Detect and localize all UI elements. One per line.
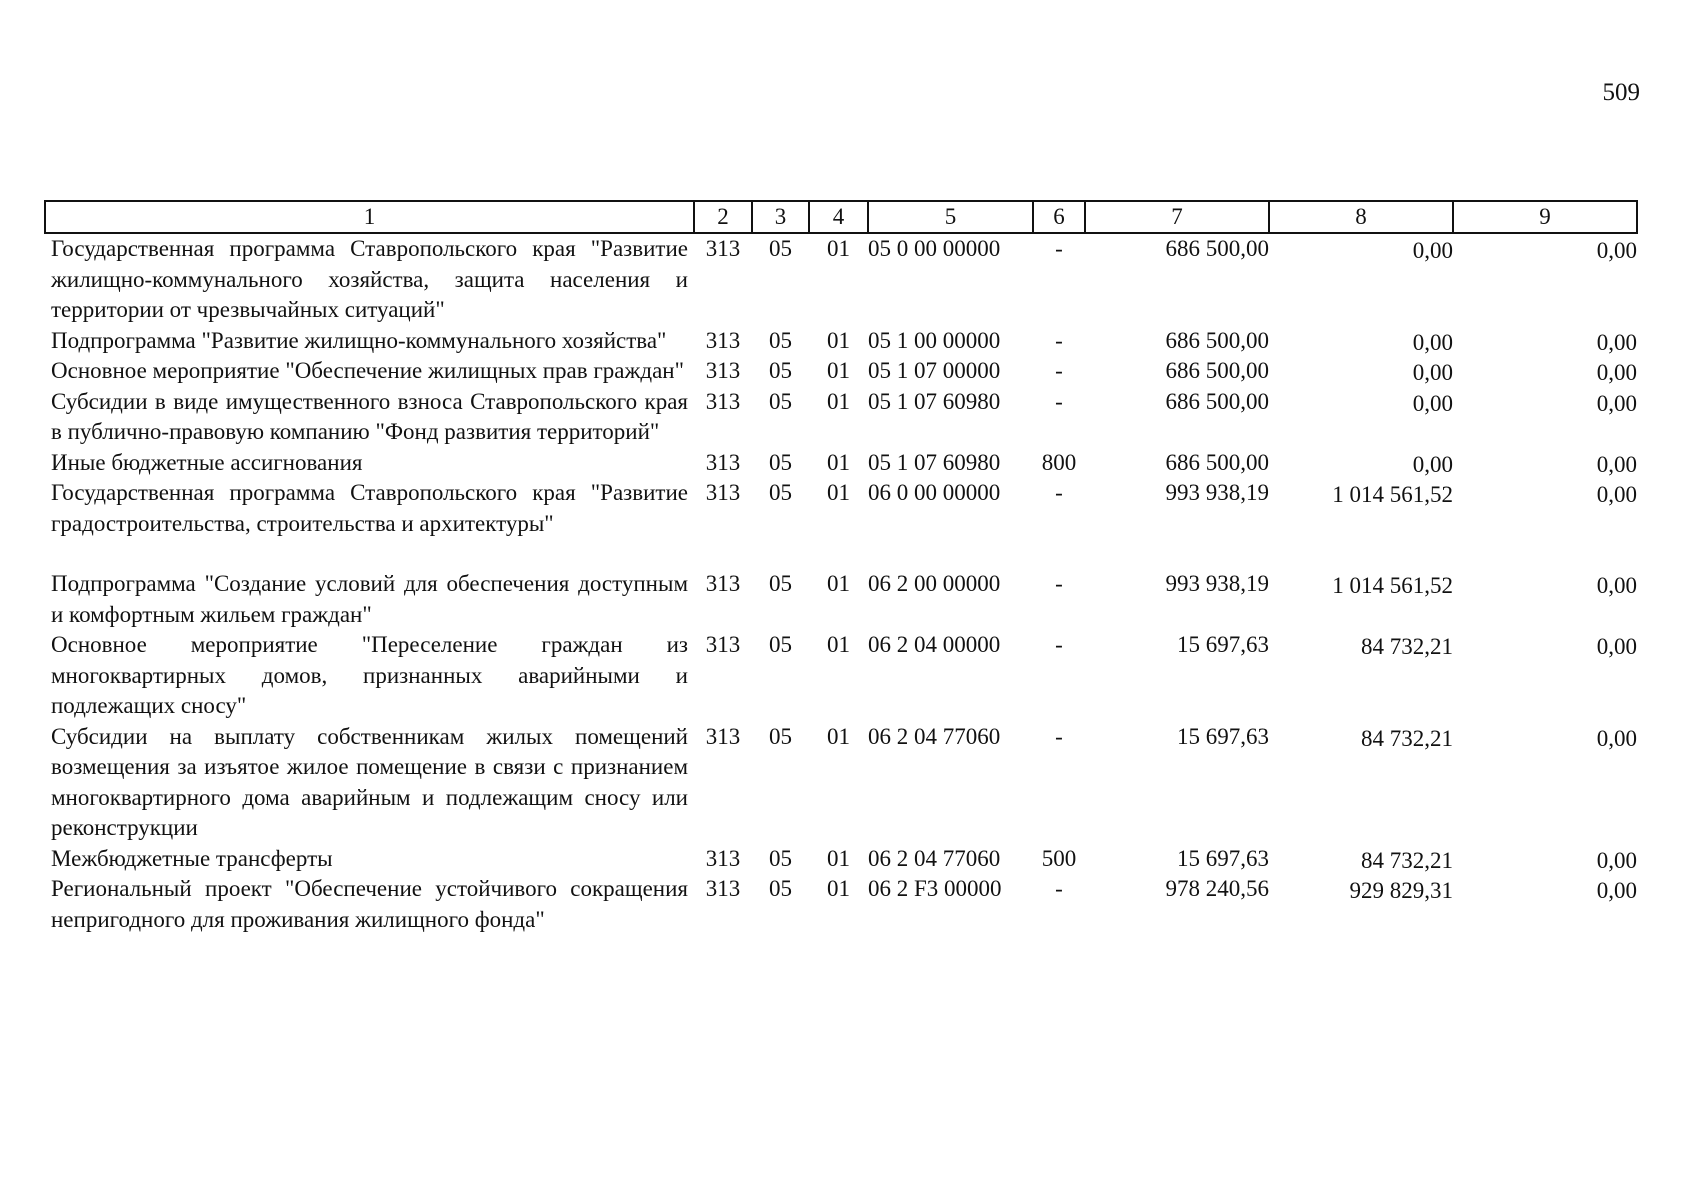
row-subsection: 01: [827, 236, 850, 261]
row-amount-col8: [1269, 387, 1453, 448]
table-row: [45, 722, 1637, 844]
row-amount-col7: 993 938,19: [1165, 571, 1269, 596]
row-subsection: 01: [827, 845, 850, 871]
row-amount-col7: 686 500,00: [1165, 327, 1269, 353]
row-grbs: 313: [705, 845, 741, 871]
table-row: [45, 844, 1637, 875]
row-grbs: 313: [705, 358, 741, 383]
row-grbs: 313: [705, 388, 741, 414]
row-name: Основное мероприятие "Обеспечение жилищных прав граждан": [51, 358, 684, 383]
row-amount-col9-value: 0,00: [1596, 725, 1637, 751]
row-amount-col8: [1269, 448, 1453, 479]
row-expense-type: -: [1055, 236, 1063, 261]
row-expense-type: -: [1055, 876, 1063, 901]
row-amount-col8-value: 929 829,31: [1349, 878, 1453, 903]
row-grbs: 313: [705, 632, 741, 657]
row-expense-type: 500: [1041, 845, 1077, 871]
row-amount-col7: 15 697,63: [1177, 632, 1269, 657]
row-amount-col9-value: 0,00: [1596, 451, 1637, 477]
row-amount-col9: [1453, 874, 1637, 935]
row-amount-col8-value: 0,00: [1412, 238, 1453, 263]
row-amount-col8: [1269, 478, 1453, 539]
row-grbs: 313: [705, 480, 741, 505]
header-col-6: 6: [1033, 201, 1085, 233]
row-amount-col8-value: 1 014 561,52: [1332, 573, 1453, 598]
row-section: 05: [769, 327, 792, 353]
row-amount-col8: [1269, 326, 1453, 357]
budget-table: [44, 200, 1638, 935]
header-col-8: 8: [1269, 201, 1453, 233]
row-amount-col9: [1453, 478, 1637, 539]
row-name: Субсидии на выплату собственникам жилых помещений возмещения за изъятое жилое помещение в связи с признанием многоквартирного дома аварийным и подлежащим сносу или реконструкции: [51, 723, 688, 840]
row-amount-col8-value: 0,00: [1412, 360, 1453, 385]
table-row: [45, 326, 1637, 357]
row-expense-type: -: [1055, 632, 1063, 657]
row-grbs: 313: [705, 327, 741, 353]
row-name: Государственная программа Ставропольского края "Развитие жилищно-коммунального хозяйства, защита населения и территории от чрезвычайных ситуаций": [51, 236, 688, 322]
row-section: 05: [769, 388, 792, 414]
row-amount-col7: 978 240,56: [1165, 876, 1269, 901]
row-subsection: 01: [827, 449, 850, 475]
row-amount-col8-value: 0,00: [1412, 451, 1453, 477]
row-amount-col7: 15 697,63: [1177, 845, 1269, 871]
row-amount-col8-value: 0,00: [1412, 390, 1453, 416]
row-amount-col7: 15 697,63: [1177, 723, 1269, 749]
table-row: [45, 874, 1637, 935]
row-target-article: 05 0 00 00000: [868, 236, 1001, 261]
row-amount-col8: [1269, 233, 1453, 326]
row-amount-col9-value: 0,00: [1596, 878, 1637, 903]
table-row: [45, 569, 1637, 630]
row-subsection: 01: [827, 571, 850, 596]
header-row: [45, 201, 1637, 233]
row-amount-col7: 993 938,19: [1165, 480, 1269, 505]
row-subsection: 01: [827, 480, 850, 505]
row-amount-col9-value: 0,00: [1596, 238, 1637, 263]
row-amount-col8-value: 1 014 561,52: [1332, 482, 1453, 507]
row-amount-col9-value: 0,00: [1596, 573, 1637, 598]
row-amount-col8-value: 84 732,21: [1361, 634, 1453, 659]
row-section: 05: [769, 571, 792, 596]
row-amount-col9: [1453, 233, 1637, 326]
table-row: [45, 356, 1637, 387]
row-section: 05: [769, 236, 792, 261]
row-subsection: 01: [827, 388, 850, 414]
row-amount-col9: [1453, 356, 1637, 387]
row-amount-col9: [1453, 844, 1637, 875]
row-expense-type: 800: [1041, 449, 1077, 475]
row-name: Государственная программа Ставропольского края "Развитие градостроительства, строительства и архитектуры": [51, 480, 688, 536]
row-amount-col7: 686 500,00: [1165, 236, 1269, 261]
row-amount-col8: [1269, 356, 1453, 387]
row-target-article: 05 1 07 60980: [868, 388, 1001, 414]
row-target-article: 06 2 04 77060: [868, 723, 1001, 749]
table-row: [45, 448, 1637, 479]
row-section: 05: [769, 480, 792, 505]
row-name: Иные бюджетные ассигнования: [51, 449, 363, 475]
row-amount-col8-value: 84 732,21: [1361, 725, 1453, 751]
header-col-3: 3: [752, 201, 809, 233]
row-amount-col7: 686 500,00: [1165, 388, 1269, 414]
row-name: Субсидии в виде имущественного взноса Ставропольского края в публично-правовую компанию "Фонд развития территорий": [51, 388, 688, 444]
table-row: [45, 478, 1637, 539]
header-col-9: 9: [1453, 201, 1637, 233]
row-target-article: 06 2 04 00000: [868, 632, 1001, 657]
row-name: Межбюджетные трансферты: [51, 845, 333, 871]
row-amount-col8: [1269, 569, 1453, 630]
table-row: [45, 233, 1637, 326]
row-target-article: 05 1 07 60980: [868, 449, 1001, 475]
row-amount-col9-value: 0,00: [1596, 847, 1637, 873]
row-grbs: 313: [705, 236, 741, 261]
row-amount-col8: [1269, 844, 1453, 875]
row-expense-type: -: [1055, 571, 1063, 596]
header-col-7: 7: [1085, 201, 1269, 233]
row-subsection: 01: [827, 632, 850, 657]
row-amount-col9-value: 0,00: [1596, 390, 1637, 416]
row-expense-type: -: [1055, 388, 1063, 414]
row-amount-col8: [1269, 874, 1453, 935]
page-number: 509: [1602, 79, 1640, 106]
row-amount-col8-value: 0,00: [1412, 329, 1453, 355]
row-target-article: 06 0 00 00000: [868, 480, 1001, 505]
row-expense-type: -: [1055, 358, 1063, 383]
row-grbs: 313: [705, 571, 741, 596]
row-amount-col8: [1269, 722, 1453, 844]
row-expense-type: -: [1055, 723, 1063, 749]
header-col-4: 4: [809, 201, 868, 233]
row-amount-col8-value: 84 732,21: [1361, 847, 1453, 873]
table-row: [45, 387, 1637, 448]
row-grbs: 313: [705, 723, 741, 749]
row-amount-col9: [1453, 722, 1637, 844]
row-target-article: 05 1 07 00000: [868, 358, 1001, 383]
header-col-2: 2: [694, 201, 752, 233]
row-name: Подпрограмма "Создание условий для обеспечения доступным и комфортным жильем граждан": [51, 571, 688, 627]
header-col-5: 5: [868, 201, 1033, 233]
row-amount-col8: [1269, 630, 1453, 722]
spacer-row: [45, 539, 1637, 569]
header-col-1: 1: [45, 201, 694, 233]
row-section: 05: [769, 876, 792, 901]
row-name: Региональный проект "Обеспечение устойчивого сокращения непригодного для проживания жилищного фонда": [51, 876, 688, 932]
row-section: 05: [769, 358, 792, 383]
row-amount-col7: 686 500,00: [1165, 449, 1269, 475]
row-expense-type: -: [1055, 480, 1063, 505]
row-amount-col9: [1453, 630, 1637, 722]
row-amount-col9: [1453, 326, 1637, 357]
row-section: 05: [769, 632, 792, 657]
row-amount-col9-value: 0,00: [1596, 360, 1637, 385]
row-section: 05: [769, 723, 792, 749]
row-section: 05: [769, 449, 792, 475]
row-subsection: 01: [827, 876, 850, 901]
row-expense-type: -: [1055, 327, 1063, 353]
row-amount-col7: 686 500,00: [1165, 358, 1269, 383]
row-subsection: 01: [827, 723, 850, 749]
row-name: Подпрограмма "Развитие жилищно-коммунального хозяйства": [51, 327, 667, 353]
table-body: [45, 233, 1637, 935]
row-amount-col9: [1453, 387, 1637, 448]
row-amount-col9: [1453, 569, 1637, 630]
row-target-article: 05 1 00 00000: [868, 327, 1001, 353]
row-subsection: 01: [827, 327, 850, 353]
row-target-article: 06 2 04 77060: [868, 845, 1001, 871]
table-header: [45, 201, 1637, 233]
row-amount-col9-value: 0,00: [1596, 329, 1637, 355]
row-section: 05: [769, 845, 792, 871]
row-amount-col9: [1453, 448, 1637, 479]
row-target-article: 06 2 00 00000: [868, 571, 1001, 596]
table-row: [45, 630, 1637, 722]
row-grbs: 313: [705, 876, 741, 901]
row-amount-col9-value: 0,00: [1596, 634, 1637, 659]
row-target-article: 06 2 F3 00000: [868, 876, 1002, 901]
row-name: Основное мероприятие "Переселение граждан из многоквартирных домов, признанных аварийными и подлежащих сносу": [51, 632, 688, 718]
row-subsection: 01: [827, 358, 850, 383]
row-amount-col9-value: 0,00: [1596, 482, 1637, 507]
row-grbs: 313: [705, 449, 741, 475]
